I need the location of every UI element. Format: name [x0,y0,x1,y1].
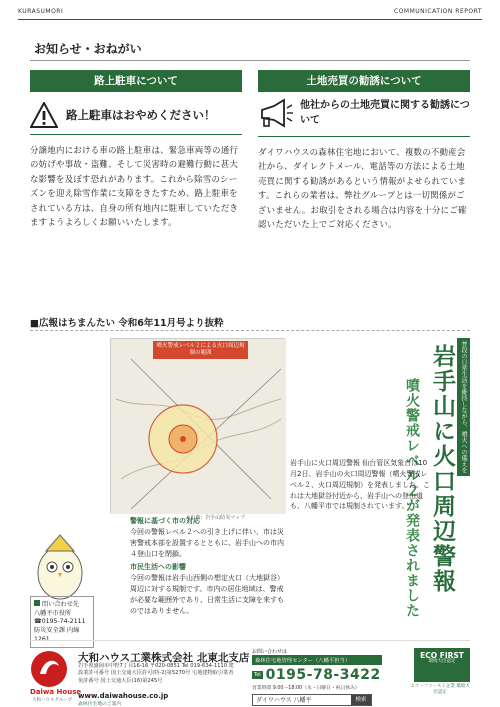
website-link[interactable]: www.daiwahouse.co.jp [78,692,169,700]
article-subhead: 噴火警戒レベル２が発表されました [404,378,420,618]
search-keyword[interactable]: ダイワハウス 八幡平 [256,697,312,704]
eco-sub: 環境大臣認定 [428,659,456,665]
mascot-illustration [34,533,86,601]
contact-title-row [34,600,90,610]
report-label: COMMUNICATION REPORT [394,8,482,15]
warning-icon [30,102,58,128]
article-headline: 岩手山に火口周辺警報 [429,344,455,594]
brand-group: 大和ハウスグループ [32,698,73,703]
header-rule [18,19,482,20]
tel-question: お問い合わせは [252,649,288,655]
company-address: 岩手県盛岡市中野7丁目16-16 〒020-0851 Tel 019-634-1110 建設業許可番号 国土交通大臣許可(特-2)第5270号 宅地建物取引業者免許番号 国土交通大臣(16)第245号 [78,663,234,684]
article-text-right [290,458,430,628]
parking-column [30,70,242,230]
kouho-title: ■広報はちまんたい 令和6年11月号より抜粋 [30,318,224,329]
tel-number[interactable]: 0195-78-3422 [265,667,381,683]
parking-head: 路上駐車について [30,70,242,92]
response-text: 今回の警報レベル２への引き上げに伴い、市は災害警戒本部を設置するとともに、岩手山への市内４登山口を閉鎖。 [130,527,284,558]
contact-title: 問い合わせ先 [42,601,80,608]
map-caption: 噴火警戒レベル２による火口周辺規制の範囲 [153,341,248,359]
phone-icon: Tel [254,672,261,678]
company-name: 大和ハウス工業株式会社 北東北支店 [78,652,250,664]
article-text-lower [130,516,290,636]
megaphone-icon [258,98,294,130]
impact-text: 今回の警報は岩手山西側の想定火口（大地獄谷）周辺に対する規制です。市内の居住地域は、警戒が必要な範囲外であり、日常生活に支障を来すものではありません。 [130,574,284,615]
brand-name: Daiwa House [30,688,82,696]
contact-body: 八幡平市役所 ☎0195-74-2111 防災安全課 内線1261 [34,609,86,643]
footer [30,648,470,707]
newsletter-clipping [30,338,470,643]
search-box[interactable] [252,694,372,706]
subheading-impact: 市民生活への影響 [130,563,186,572]
header-bar [18,8,482,18]
land-body: ダイワハウスの森林住宅地において、複数の不動産会社から、ダイレクトメール、電話等の方法による土地売買に関する勧誘があるという情報がよせられています。これらの業者は、弊社グループとは一切関係がございません。お取引をされる場合は内容を十分にご確認いただいた上でご対応ください。 [258,147,467,230]
article-main-text: 岩手山に火口周辺警報 仙台管区気象台は10月2日、岩手山の火口周辺警報（噴火警戒レベル２、火口周辺規制）を発表しました。これは大地獄谷付近から、岩手山への登山道も、八幡平市では規制されています。 [290,459,430,511]
land-rule [258,136,470,137]
section-rule [30,60,470,61]
eco-first-badge [414,648,470,682]
daiwa-logo-icon [30,650,68,688]
tel-head: 森林住宅地管理センター（八幡平担当） [252,655,382,665]
section-title: お知らせ・おねがい [34,42,142,56]
subheading-response: 警報に基づく市の対応 [130,517,200,525]
footer-rule [30,640,470,641]
land-head: 土地売買の勧誘について [258,70,470,92]
parking-rule [30,134,242,135]
kouho-rule [30,330,470,331]
eco-title: ECO FIRST [420,651,464,660]
volcano-map [110,338,285,513]
map-source: ※出典：岩手山防災マップ [186,515,245,521]
brand-label: KURASUMORI [18,8,64,15]
contact-tel-box [252,648,382,706]
tel-row [252,667,382,683]
tel-hours: 営業時間 9:00～18:00（水・日曜日・祝日休み） [252,686,360,691]
land-column [258,70,470,232]
square-bullet-icon [34,600,40,606]
land-title: 他社からの土地売買に関する勧誘について [300,100,470,126]
parking-warning-title: 路上駐車はおやめください！ [66,108,216,122]
parking-warning-row [30,102,242,128]
search-button[interactable]: 検索 [351,695,371,705]
article-tag: 普段の日常生活を維持しながら、噴火への備えを [457,338,470,476]
land-title-row [258,98,470,130]
website-subtitle: 森林住宅地のご案内 [78,702,122,707]
eco-note: エコ・ファースト企業 環境大臣認定 [410,684,470,696]
parking-body: 分譲地内における車の路上駐車は、緊急車両等の通行の妨げや事故・盗難、そして災害時の避難行動に甚大な影響を及ぼす恐れがあります。これから除雪のシーズンを迎え除雪作業に支障をきたすため、路上駐車をされている方は、自身の所有地内に駐車していただきますようよろしくお願いいたします。 [30,145,239,228]
